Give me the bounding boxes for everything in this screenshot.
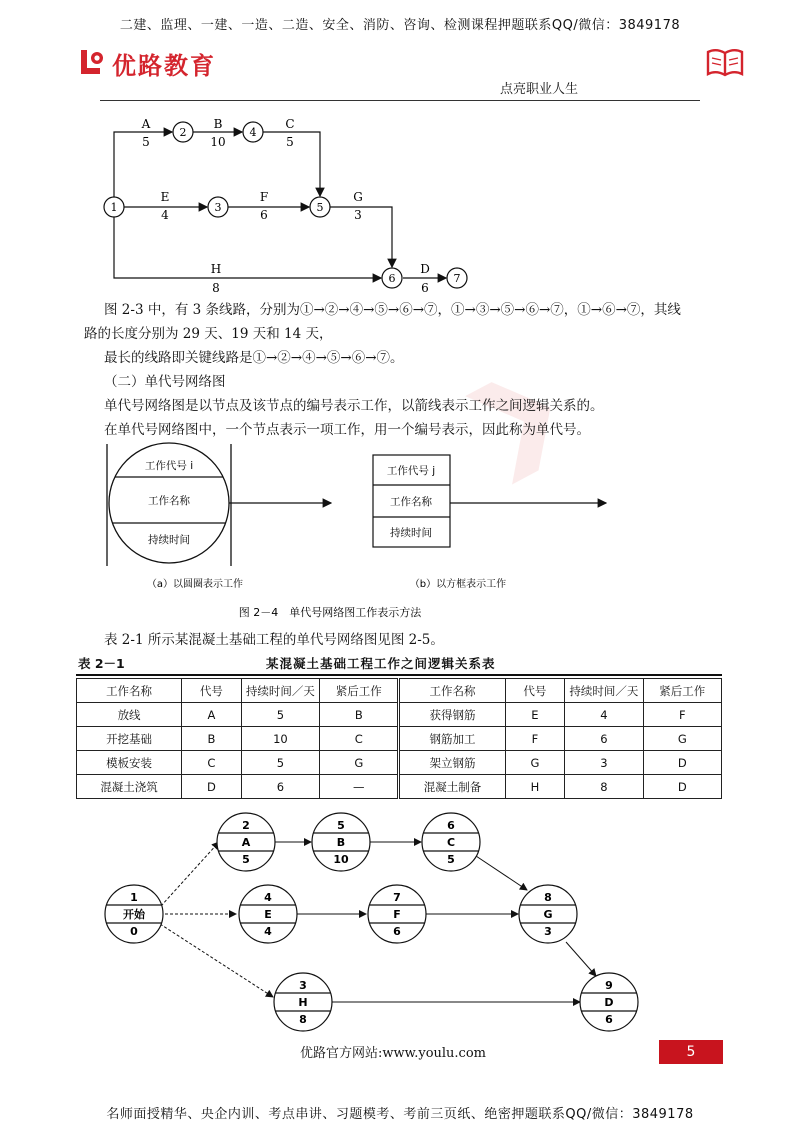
table-cell: 钢筋加工 [399,727,505,751]
table-cell: D [182,775,242,799]
activity-duration: 5 [142,135,150,149]
edge-start-A [161,842,219,906]
table-cell: B [182,727,242,751]
node-duration: 5 [242,853,250,866]
work-node-F [368,885,426,943]
header-cell: 紧后工作 [643,679,721,703]
table-label: 表 2－1 [78,656,125,671]
caption-a: （a）以圆圈表示工作 [146,579,244,590]
table-cell: 3 [565,751,643,775]
activity-duration: 4 [161,208,169,222]
table-cell: 获得钢筋 [399,703,505,727]
node-duration: 4 [264,925,272,938]
node-duration: 3 [544,925,552,938]
bottom-banner: 名师面授精华、央企内训、考点串讲、习题模考、考前三页纸、绝密押题联系QQ/微信：3849178 [106,1107,694,1122]
paragraph-routes-line2: 路的长度分别为 29 天、19 天和 14 天， [84,326,333,342]
circle-name-label: 工作名称 [148,495,190,507]
work-node-A [217,813,275,871]
paragraph-table-intro: 表 2-1 所示某混凝土基础工程的单代号网络图见图 2-5。 [104,632,444,648]
circle-code-label: 工作代号 i [144,460,194,472]
footer-website: 优路官方网站:www.youlu.com [300,1046,486,1061]
activity-name: B [213,117,223,131]
table-cell: 混凝土浇筑 [77,775,182,799]
node-label: 7 [453,272,461,285]
node-label: 4 [249,126,257,139]
node-number: 1 [130,891,138,904]
node-label: F [393,908,401,921]
node-label: 1 [110,201,118,214]
header-cell: 代号 [182,679,242,703]
table-cell: C [182,751,242,775]
work-node-开始 [105,885,163,943]
activity-duration: 6 [260,208,268,222]
brand-name: 优路教育 [112,51,216,80]
table-cell: 模板安装 [77,751,182,775]
node-label: C [446,836,456,849]
table-cell: 4 [565,703,643,727]
node-duration: 0 [130,925,138,938]
header-cell: 工作名称 [77,679,182,703]
node-number: 4 [264,891,272,904]
header-cell: 持续时间／天 [241,679,319,703]
node-duration: 8 [299,1013,307,1026]
node-number: 6 [447,819,455,832]
table-cell: G [643,727,721,751]
work-node-E [239,885,297,943]
node-duration: 6 [605,1013,613,1026]
node-label: E [264,908,272,921]
box-code-label: 工作代号 j [386,465,436,477]
table-cell: 架立钢筋 [399,751,505,775]
node-number: 9 [605,979,613,992]
work-node-G [519,885,577,943]
node-label: 5 [316,201,324,214]
work-node-D [580,973,638,1031]
table-cell: D [643,751,721,775]
node-label: 开始 [123,908,145,921]
node-duration: 5 [447,853,455,866]
node-label: A [241,836,251,849]
table-cell: G [505,751,565,775]
table-cell: 5 [241,703,319,727]
paragraph-critical-path: 最长的线路即关键线路是①→②→④→⑤→⑥→⑦。 [104,350,404,366]
edge-C-G [476,856,527,890]
activity-name: D [420,262,430,276]
table-cell: 6 [241,775,319,799]
activity-duration: 8 [212,281,220,295]
activity-duration: 10 [210,135,226,149]
header-cell: 紧后工作 [320,679,399,703]
table-cell: 6 [565,727,643,751]
activity-name: G [353,190,363,204]
header-cell: 持续时间／天 [565,679,643,703]
page-number: 5 [659,1040,723,1064]
header-cell: 代号 [505,679,565,703]
paragraph-definition: 单代号网络图是以节点及该节点的编号表示工作，以箭线表示工作之间逻辑关系的。 [104,398,604,414]
table-cell: E [505,703,565,727]
node-label: H [298,996,308,1009]
box-time-label: 持续时间 [390,527,432,539]
table-cell: 8 [565,775,643,799]
node-label: B [336,836,346,849]
node-label: 6 [388,272,396,285]
table-cell: A [182,703,242,727]
node-number: 7 [393,891,401,904]
caption-b: （b）以方框表示工作 [409,579,507,590]
paragraph-single-code: 在单代号网络图中，一个节点表示一项工作，用一个编号表示，因此称为单代号。 [104,422,590,438]
box-name-label: 工作名称 [390,496,432,508]
activity-duration: 3 [354,208,362,222]
paragraph-routes-line1: 图 2-3 中，有 3 条线路，分别为①→②→④→⑤→⑥→⑦，①→③→⑤→⑥→⑦，①→⑥→⑦，其线 [104,302,681,318]
table-cell: B [320,703,399,727]
node-number: 3 [299,979,307,992]
table-cell: 开挖基础 [77,727,182,751]
node-label: D [604,996,614,1009]
table-cell: C [320,727,399,751]
table-cell: 10 [241,727,319,751]
node-number: 8 [544,891,552,904]
node-label: 2 [179,126,187,139]
activity-name: F [259,190,269,204]
top-banner: 二建、监理、一建、一造、二造、安全、消防、咨询、检测课程押题联系QQ/微信：3849178 [119,18,681,33]
node-label: G [543,908,553,921]
activity-name: C [285,117,295,131]
table-cell: 5 [241,751,319,775]
slogan: 点亮职业人生 [500,82,579,97]
work-node-C [422,813,480,871]
activity-name: H [210,262,222,276]
table-cell: H [505,775,565,799]
table-title: 某混凝土基础工程工作之间逻辑关系表 [266,656,496,671]
work-node-B [312,813,370,871]
node-label: 3 [214,201,222,214]
figure-2-4-caption: 图 2－4 单代号网络图工作表示方法 [238,606,422,619]
table-cell: — [320,775,399,799]
table-cell: F [643,703,721,727]
table-cell: G [320,751,399,775]
activity-duration: 6 [421,281,429,295]
node-duration: 6 [393,925,401,938]
activity-name: A [141,117,151,131]
work-node-H [274,973,332,1031]
circle-time-label: 持续时间 [148,534,190,546]
table-cell: D [643,775,721,799]
activity-name: E [160,190,170,204]
node-duration: 10 [333,853,349,866]
edge-G-D [566,942,596,976]
table-cell: F [505,727,565,751]
header-cell: 工作名称 [399,679,505,703]
table-cell: 放线 [77,703,182,727]
node-number: 5 [337,819,345,832]
node-number: 2 [242,819,250,832]
table-cell: 混凝土制备 [399,775,505,799]
activity-duration: 5 [286,135,294,149]
section-heading: （二）单代号网络图 [104,374,226,390]
